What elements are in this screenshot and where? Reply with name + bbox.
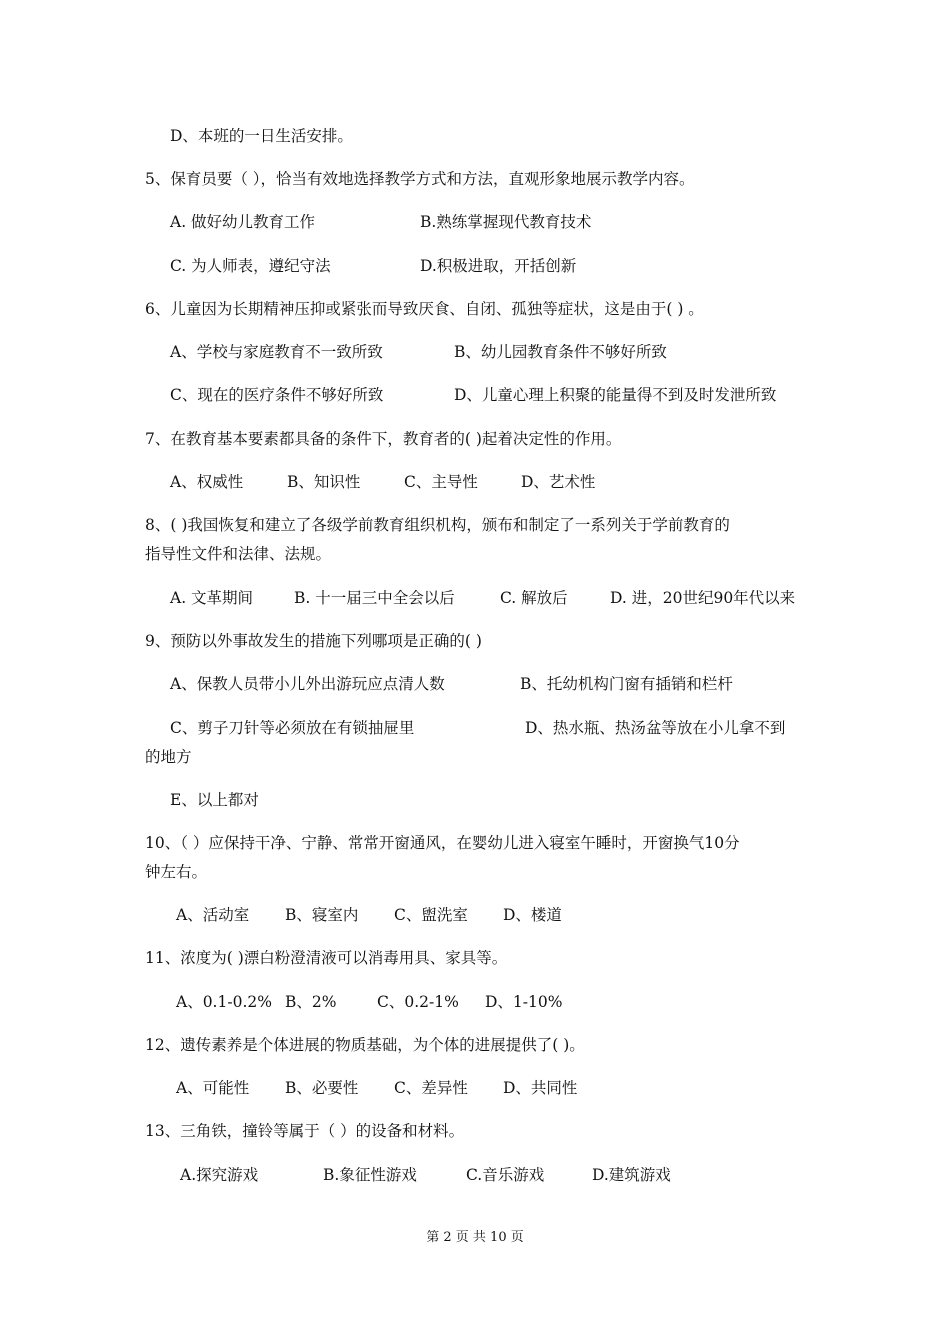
question-11: 11、浓度为( )漂白粉澄清液可以消毒用具、家具等。 — [145, 949, 508, 967]
q11-options — [176, 988, 562, 1017]
q10-option-b: B、寝室内 — [285, 906, 359, 924]
question-5: 5、保育员要（ ），恰当有效地选择教学方式和方法，直观形象地展示教学内容。 — [145, 170, 695, 188]
q12-option-a: A、可能性 — [176, 1079, 250, 1097]
q8-option-a: A. 文革期间 — [170, 589, 254, 607]
q6-option-a: A、学校与家庭教育不一致所致 — [170, 343, 383, 361]
q5-options-row1 — [170, 208, 591, 237]
question-6: 6、儿童因为长期精神压抑或紧张而导致厌食、自闭、孤独等症状，这是由于( ) 。 — [145, 300, 704, 318]
q12-option-b: B、必要性 — [285, 1079, 359, 1097]
q4-option-d: D、本班的一日生活安排。 — [170, 127, 353, 145]
q9-option-a: A、保教人员带小儿外出游玩应点清人数 — [170, 675, 445, 693]
q9-option-d: D、热水瓶、热汤盆等放在小儿拿不到 — [525, 719, 786, 737]
q6-option-c: C、现在的医疗条件不够好所致 — [170, 386, 384, 404]
q9-options-row2 — [170, 714, 785, 743]
q5-option-a: A. 做好幼儿教育工作 — [170, 213, 316, 231]
q12-options — [176, 1074, 577, 1103]
q9-option-d-line2: 的地方 — [145, 748, 192, 766]
q5-option-c: C. 为人师表，遵纪守法 — [170, 257, 331, 275]
q9-option-c: C、剪子刀针等必须放在有锁抽屉里 — [170, 719, 415, 737]
q10-option-c: C、盥洗室 — [394, 906, 468, 924]
q13-options — [180, 1161, 671, 1190]
q8-option-d: D. 进，20世纪90年代以来 — [610, 589, 796, 607]
q6-option-d: D、儿童心理上积聚的能量得不到及时发泄所致 — [454, 386, 777, 404]
q11-option-d: D、1-10% — [485, 993, 563, 1011]
q11-option-c: C、0.2-1% — [377, 993, 459, 1011]
q10-option-a: A、活动室 — [176, 906, 250, 924]
question-10-line2: 钟左右。 — [145, 863, 208, 881]
q13-option-c: C.音乐游戏 — [466, 1166, 545, 1184]
q9-option-e: E、以上都对 — [170, 791, 259, 809]
q6-options-row1 — [170, 338, 667, 367]
question-10: 10、（ ）应保持干净、宁静、常常开窗通风，在婴幼儿进入寝室午睡时，开窗换气10分 — [145, 834, 740, 852]
q8-option-c: C. 解放后 — [500, 589, 568, 607]
q8-options — [170, 584, 795, 613]
q9-option-b: B、托幼机构门窗有插销和栏杆 — [520, 675, 733, 693]
q12-option-c: C、差异性 — [394, 1079, 468, 1097]
q7-option-a: A、权威性 — [170, 473, 244, 491]
q7-option-d: D、艺术性 — [521, 473, 596, 491]
q5-options-row2 — [170, 252, 576, 281]
q9-options-row1 — [170, 670, 733, 699]
question-12: 12、遗传素养是个体进展的物质基础，为个体的进展提供了( )。 — [145, 1036, 585, 1054]
question-8: 8、( )我国恢复和建立了各级学前教育组织机构，颁布和制定了一系列关于学前教育的 — [145, 516, 730, 534]
q8-option-b: B. 十一届三中全会以后 — [294, 589, 455, 607]
q11-option-a: A、0.1-0.2% — [176, 993, 272, 1011]
question-7: 7、在教育基本要素都具备的条件下，教育者的( )起着决定性的作用。 — [145, 430, 622, 448]
q12-option-d: D、共同性 — [503, 1079, 578, 1097]
q5-option-b: B.熟练掌握现代教育技术 — [420, 213, 592, 231]
question-9: 9、预防以外事故发生的措施下列哪项是正确的( ) — [145, 632, 482, 650]
q5-option-d: D.积极进取，开括创新 — [420, 257, 577, 275]
question-13: 13、三角铁，撞铃等属于（ ）的设备和材料。 — [145, 1122, 465, 1140]
question-8-line2: 指导性文件和法律、法规。 — [145, 545, 332, 563]
page-number-footer: 第 2 页 共 10 页 — [426, 1230, 524, 1245]
q7-options — [170, 468, 595, 497]
q7-option-b: B、知识性 — [287, 473, 361, 491]
q13-option-b: B.象征性游戏 — [323, 1166, 417, 1184]
q6-option-b: B、幼儿园教育条件不够好所致 — [454, 343, 667, 361]
q7-option-c: C、主导性 — [404, 473, 478, 491]
q10-option-d: D、楼道 — [503, 906, 562, 924]
q11-option-b: B、2% — [285, 993, 337, 1011]
q13-option-d: D.建筑游戏 — [592, 1166, 671, 1184]
q13-option-a: A.探究游戏 — [180, 1166, 259, 1184]
q10-options — [176, 901, 562, 930]
q6-options-row2 — [170, 381, 776, 410]
